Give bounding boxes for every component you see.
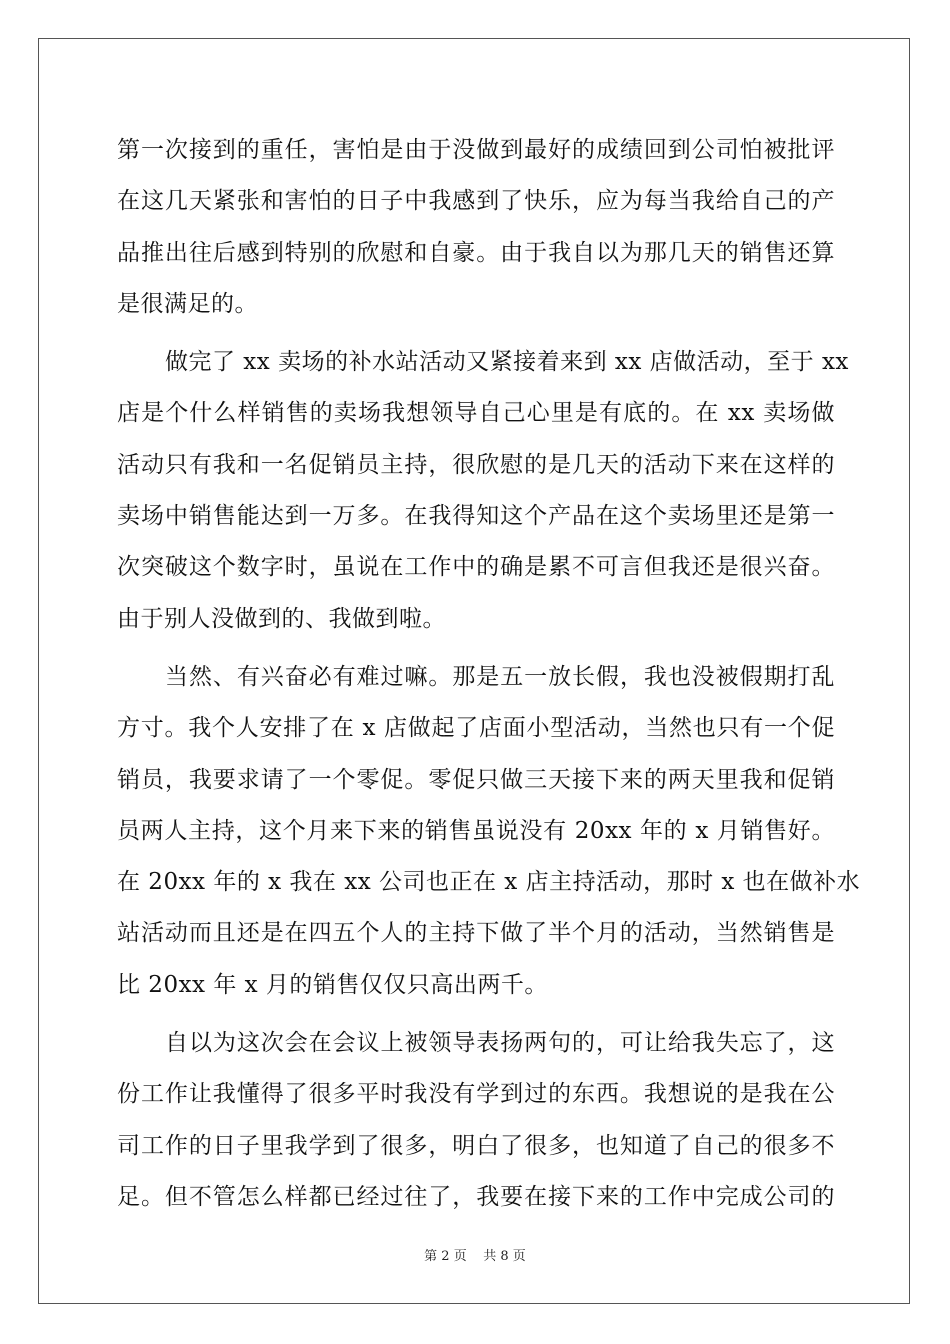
text-line: 卖场中销售能达到一万多。在我得知这个产品在这个卖场里还是第一 xyxy=(117,503,835,530)
text-line: 是很满足的。 xyxy=(117,290,258,317)
document-body xyxy=(117,125,861,1223)
text-line: 在 20xx 年的 x 我在 xx 公司也正在 x 店主持活动，那时 x 也在做补水 xyxy=(117,869,861,896)
paragraph xyxy=(117,1018,835,1223)
text-line: 司工作的日子里我学到了很多，明白了很多，也知道了自己的很多不 xyxy=(117,1132,835,1159)
page-footer xyxy=(0,1245,950,1264)
text-line: 销员，我要求请了一个零促。零促只做三天接下来的两天里我和促销 xyxy=(117,766,835,793)
page-number: 第 2 页 xyxy=(424,1249,467,1264)
paragraph xyxy=(117,652,861,1011)
text-line: 员两人主持，这个月来下来的销售虽说没有 20xx 年的 x 月销售好。 xyxy=(117,817,835,844)
text-line: 在这几天紧张和害怕的日子中我感到了快乐，应为每当我给自己的产 xyxy=(117,188,835,215)
text-line: 比 20xx 年 x 月的销售仅仅只高出两千。 xyxy=(117,971,548,998)
page-total: 共 8 页 xyxy=(483,1249,526,1264)
text-line: 足。但不管怎么样都已经过往了，我要在接下来的工作中完成公司的 xyxy=(117,1183,835,1210)
text-line: 做完了 xx 卖场的补水站活动又紧接着来到 xx 店做活动，至于 xx xyxy=(165,349,849,376)
text-line: 站活动而且还是在四五个人的主持下做了半个月的活动，当然销售是 xyxy=(117,920,835,947)
text-line: 活动只有我和一名促销员主持，很欣慰的是几天的活动下来在这样的 xyxy=(117,451,835,478)
text-line: 品推出往后感到特别的欣慰和自豪。由于我自以为那几天的销售还算 xyxy=(117,239,835,266)
text-line: 由于别人没做到的、我做到啦。 xyxy=(117,605,446,632)
text-line: 方寸。我个人安排了在 x 店做起了店面小型活动，当然也只有一个促 xyxy=(117,715,835,742)
paragraph xyxy=(117,125,835,330)
text-line: 店是个什么样销售的卖场我想领导自己心里是有底的。在 xx 卖场做 xyxy=(117,400,835,427)
text-line: 次突破这个数字时，虽说在工作中的确是累不可言但我还是很兴奋。 xyxy=(117,554,835,581)
text-line: 份工作让我懂得了很多平时我没有学到过的东西。我想说的是我在公 xyxy=(117,1081,835,1108)
text-line: 第一次接到的重任，害怕是由于没做到最好的成绩回到公司怕被批评 xyxy=(117,137,835,163)
text-line: 自以为这次会在会议上被领导表扬两句的，可让给我失忘了，这 xyxy=(165,1030,835,1057)
text-line: 当然、有兴奋必有难过嘛。那是五一放长假，我也没被假期打乱 xyxy=(165,663,835,690)
paragraph xyxy=(117,337,849,645)
